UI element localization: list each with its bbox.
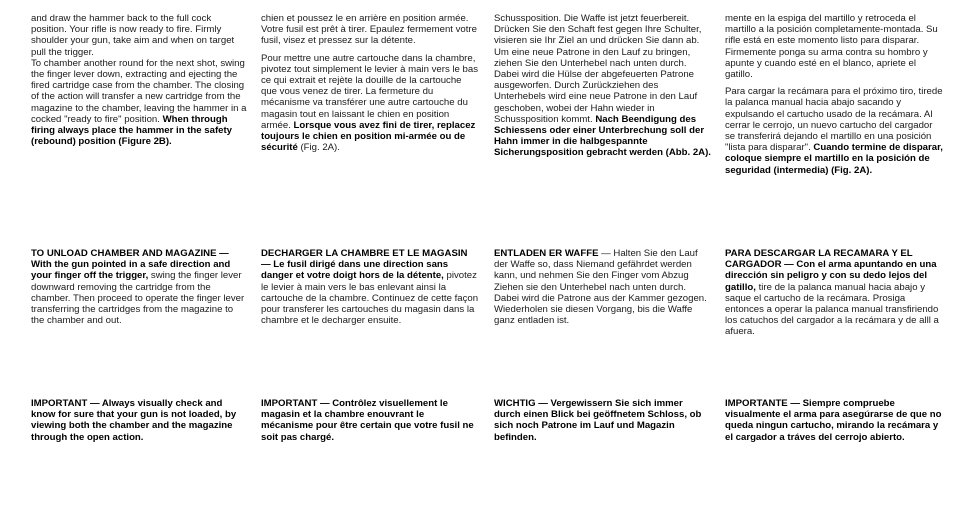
safety-note: Cuando termine de disparar, coloque siempre el martillo en la posición de seguridad (intermedia) (Fig. 2A). (725, 142, 943, 176)
loading-instructions (725, 13, 943, 176)
paragraph: ENTLADEN ER WAFFE — Halten Sie den Lauf der Waffe so, dass Niemand gefährdet werden kann, und nehmen Sie den Finger vom Abzug Ziehen sie den Unterhebel nach unten durch. Dabei wird die Patrone aus der Kammer gezogen. Wiederholen sie diesen Vorgang, bis die Waffe ganz entladen ist. (494, 248, 707, 327)
safety-note: Nach Beendigung des Schiessens oder einer Unterbrechung soll der Hahn immer in die halbgespannte Sicherungsposition gebracht werden (Abb. 2A). (494, 113, 711, 159)
safety-note: Lorsque vous avez fini de tirer, replacez toujours le chien en position mi-armée ou de sécurité (261, 119, 476, 154)
section-heading: DECHARGER LA CHAMBRE ET LE MAGASIN (261, 248, 468, 259)
paragraph: chien et poussez le en arrière en position armée. Votre fusil est prêt à tirer. Epaulez fermement votre fusil, visez et pressez sur la détente. (261, 13, 477, 47)
section-heading: WICHTIG (494, 398, 536, 409)
paragraph: Dabei wird die Hülse der abgefeuerten Patrone ausgeworfen. Durch Zurückziehen des Unterhebels wird eine neue Patrone in den Lauf geschoben, wobei der Hahn wieder in Schussposition kommt. Nach Beendigung des Schiessens oder einer Unterbrechung soll der Hahn immer in die halbgespannte Sicherungsposition gebracht werden (Abb. 2A). (494, 69, 711, 159)
unload-section (31, 248, 249, 326)
paragraph: Schussposition. Die Waffe ist jetzt feuerbereit. Drücken Sie den Schaft fest gegen Ihre Schulter, visieren sie Ihr Ziel an und drücken Sie dann ab. Um eine neue Patrone in den Lauf zu bringen, ziehen Sie den Unterhebel nach unten durch. (494, 13, 702, 69)
paragraph: IMPORTANT — Contrôlez visuellement le magasin et la chambre enouvrant le mécanisme pour être certain que votre fusil ne soit pas chargé. (261, 398, 474, 443)
safety-note: When through firing always place the hammer in the safety (rebound) position (Figure 2B). (31, 113, 233, 148)
important-section (261, 398, 479, 443)
section-heading: IMPORTANT (261, 398, 318, 409)
column-french (261, 0, 479, 522)
paragraph: Para cargar la recámara para el próximo tiro, tirede la palanca manual hacia abajo sacando y expulsando el cartucho usado de la recámara. Al cerrar le cerrojo, un nuevo cartucho del cargador se transferirá dejando el martillo en una posición "lista para disparar". Cuando termine de disparar, coloque siempre el martillo en la posición de seguridad (intermedia) (Fig. 2A). (725, 86, 943, 176)
section-heading: TO UNLOAD CHAMBER AND MAGAZINE (31, 248, 217, 259)
paragraph: IMPORTANTE — Siempre compruebe visualmente el arma para asegúrarse de que no queda ningun cartucho, mirando la recámara y el cargador a tráves del cerrojo abierto. (725, 398, 942, 443)
important-section (494, 398, 712, 443)
loading-instructions (494, 13, 712, 159)
section-heading: IMPORTANTE (725, 398, 788, 409)
paragraph: mente en la espiga del martillo y retroceda el martillo a la posición completamente-montada. Su rifle está en este momento listo para disparar. Firmemente ponga su arma contra su hombro y apunte y cuando esté en el blanco, apriete el gatillo. (725, 13, 938, 81)
paragraph: WICHTIG — Vergewissern Sie sich immer durch einen Blick bei geöffnetem Schloss, ob sich noch Patrone im Lauf und Magazin befinden. (494, 398, 702, 443)
paragraph: IMPORTANT — Always visually check and know for sure that your gun is not loaded, by viewing both the chamber and the magazine through the open action. (31, 398, 237, 443)
column-english (31, 0, 249, 522)
section-heading: IMPORTANT (31, 398, 88, 409)
paragraph: TO UNLOAD CHAMBER AND MAGAZINE — With the gun pointed in a safe direction and your finger off the trigger, swing the finger lever downward removing the cartridge from the chamber. Then proceed to operate the finger lever transferring the cartridges from the magazine to the chamber and out. (31, 248, 245, 327)
unload-section (494, 248, 712, 326)
column-german (494, 0, 712, 522)
paragraph: PARA DESCARGAR LA RECAMARA Y EL CARGADOR — Con el arma apuntando en una dirección sin peligro y con su dedo lejos del gatillo, tire de la palanca manual hacia abajo y saque el cartucho de la recámara. Prosiga entonces a operar la palanca manual transfiriendo los catuchos del cargador a la recámara y de alll a afuera. (725, 248, 939, 338)
section-heading: PARA DESCARGAR LA RECAMARA Y EL CARGADOR (725, 248, 913, 271)
important-section (31, 398, 249, 443)
paragraph: Pour mettre une autre cartouche dans la chambre, pivotez tout simplement le levier à main vers le bas ce qui extrait et rejète la douille de la cartouche que vous venez de tirer. La fermeture du mécanisme va transférer une autre cartouche du magasin tout en laissant le chien en position armée. Lorsque vous avez fini de tirer, replacez toujours le chien en position mi-armée ou de sécurité (Fig. 2A). (261, 52, 479, 154)
paragraph: and draw the hammer back to the full cock position. Your rifle is now ready to fire. Firmly shoulder your gun, take aim and when on target pull the trigger. (31, 13, 235, 58)
column-spanish (725, 0, 943, 522)
loading-instructions (261, 13, 479, 153)
unload-section (261, 248, 479, 326)
important-section (725, 398, 943, 443)
paragraph: DECHARGER LA CHAMBRE ET LE MAGASIN — Le fusil dirigé dans une direction sans danger et votre doigt hors de la détente, pivotez le levier à main vers le bas enlevant ainsi la cartouche de la chambre. Continuez de cette façon pour transferer les cartouches du magasin dans la chambre et le decharger ensuite. (261, 248, 479, 327)
paragraph: To chamber another round for the next shot, swing the finger lever down, extracting and ejecting the fired cartridge case from the chamber. The closing of the action will transfer a new cartridge from the magazine to the chamber, leaving the hammer in a cocked "ready to fire" position. When through firing always place the hammer in the safety (rebound) position (Figure 2B). (31, 57, 247, 148)
section-heading: ENTLADEN ER WAFFE (494, 248, 599, 259)
unload-section (725, 248, 943, 338)
loading-instructions (31, 13, 249, 147)
